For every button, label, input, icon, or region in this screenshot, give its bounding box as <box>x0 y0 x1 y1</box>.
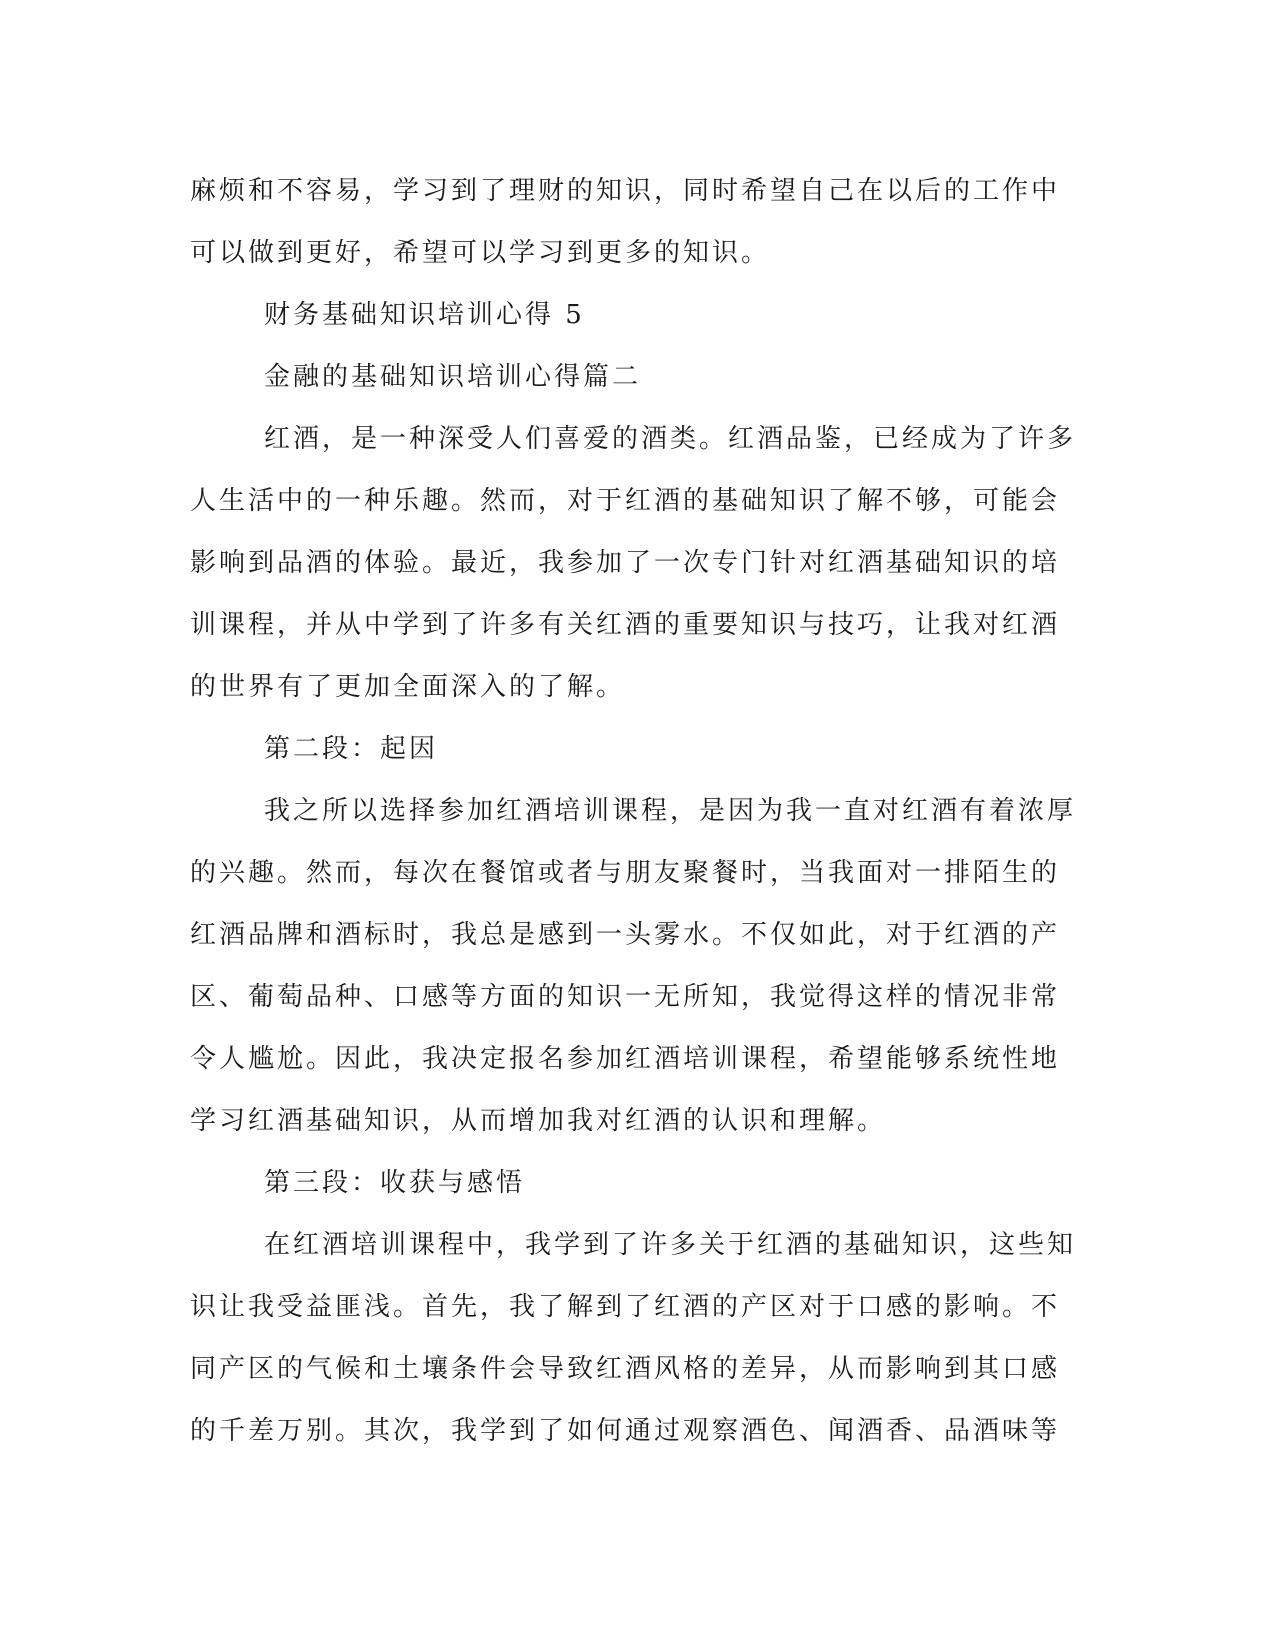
text-line: 麻烦和不容易，学习到了理财的知识，同时希望自己在以后的工作中 <box>190 176 1061 206</box>
paragraph <box>190 718 1070 780</box>
text-line: 第二段：起因 <box>264 734 439 764</box>
text-line: 学习红酒基础知识，从而增加我对红酒的认识和理解。 <box>190 1106 887 1136</box>
text-line: 令人尴尬。因此，我决定报名参加红酒培训课程，希望能够系统性地 <box>190 1044 1061 1074</box>
text-line: 影响到品酒的体验。最近，我参加了一次专门针对红酒基础知识的培 <box>190 548 1061 578</box>
text-line: 红酒，是一种深受人们喜爱的酒类。红酒品鉴，已经成为了许多 <box>264 424 1077 454</box>
paragraph <box>190 1214 1077 1462</box>
paragraph <box>190 284 1070 346</box>
text-line: 的兴趣。然而，每次在餐馆或者与朋友聚餐时，当我面对一排陌生的 <box>190 858 1061 888</box>
text-line: 同产区的气候和土壤条件会导致红酒风格的差异，从而影响到其口感 <box>190 1354 1061 1384</box>
text-line: 财务基础知识培训心得 5 <box>264 300 585 330</box>
paragraph <box>190 408 1077 718</box>
text-line: 的世界有了更加全面深入的了解。 <box>190 672 626 702</box>
paragraph <box>190 780 1077 1152</box>
text-line: 金融的基础知识培训心得篇二 <box>264 362 642 392</box>
paragraph <box>190 1152 1070 1214</box>
text-line: 第三段：收获与感悟 <box>264 1168 526 1198</box>
text-line: 可以做到更好，希望可以学习到更多的知识。 <box>190 238 771 268</box>
text-line: 识让我受益匪浅。首先，我了解到了红酒的产区对于口感的影响。不 <box>190 1292 1061 1322</box>
text-line: 训课程，并从中学到了许多有关红酒的重要知识与技巧，让我对红酒 <box>190 610 1061 640</box>
paragraph <box>190 160 1070 284</box>
text-line: 人生活中的一种乐趣。然而，对于红酒的基础知识了解不够，可能会 <box>190 486 1061 516</box>
text-line: 我之所以选择参加红酒培训课程，是因为我一直对红酒有着浓厚 <box>264 796 1077 826</box>
text-line: 的千差万别。其次，我学到了如何通过观察酒色、闻酒香、品酒味等 <box>190 1416 1061 1446</box>
paragraph <box>190 346 1070 408</box>
text-line: 红酒品牌和酒标时，我总是感到一头雾水。不仅如此，对于红酒的产 <box>190 920 1061 950</box>
text-line: 区、葡萄品种、口感等方面的知识一无所知，我觉得这样的情况非常 <box>190 982 1061 1012</box>
text-line: 在红酒培训课程中，我学到了许多关于红酒的基础知识，这些知 <box>264 1230 1077 1260</box>
document-body <box>190 160 1077 1462</box>
